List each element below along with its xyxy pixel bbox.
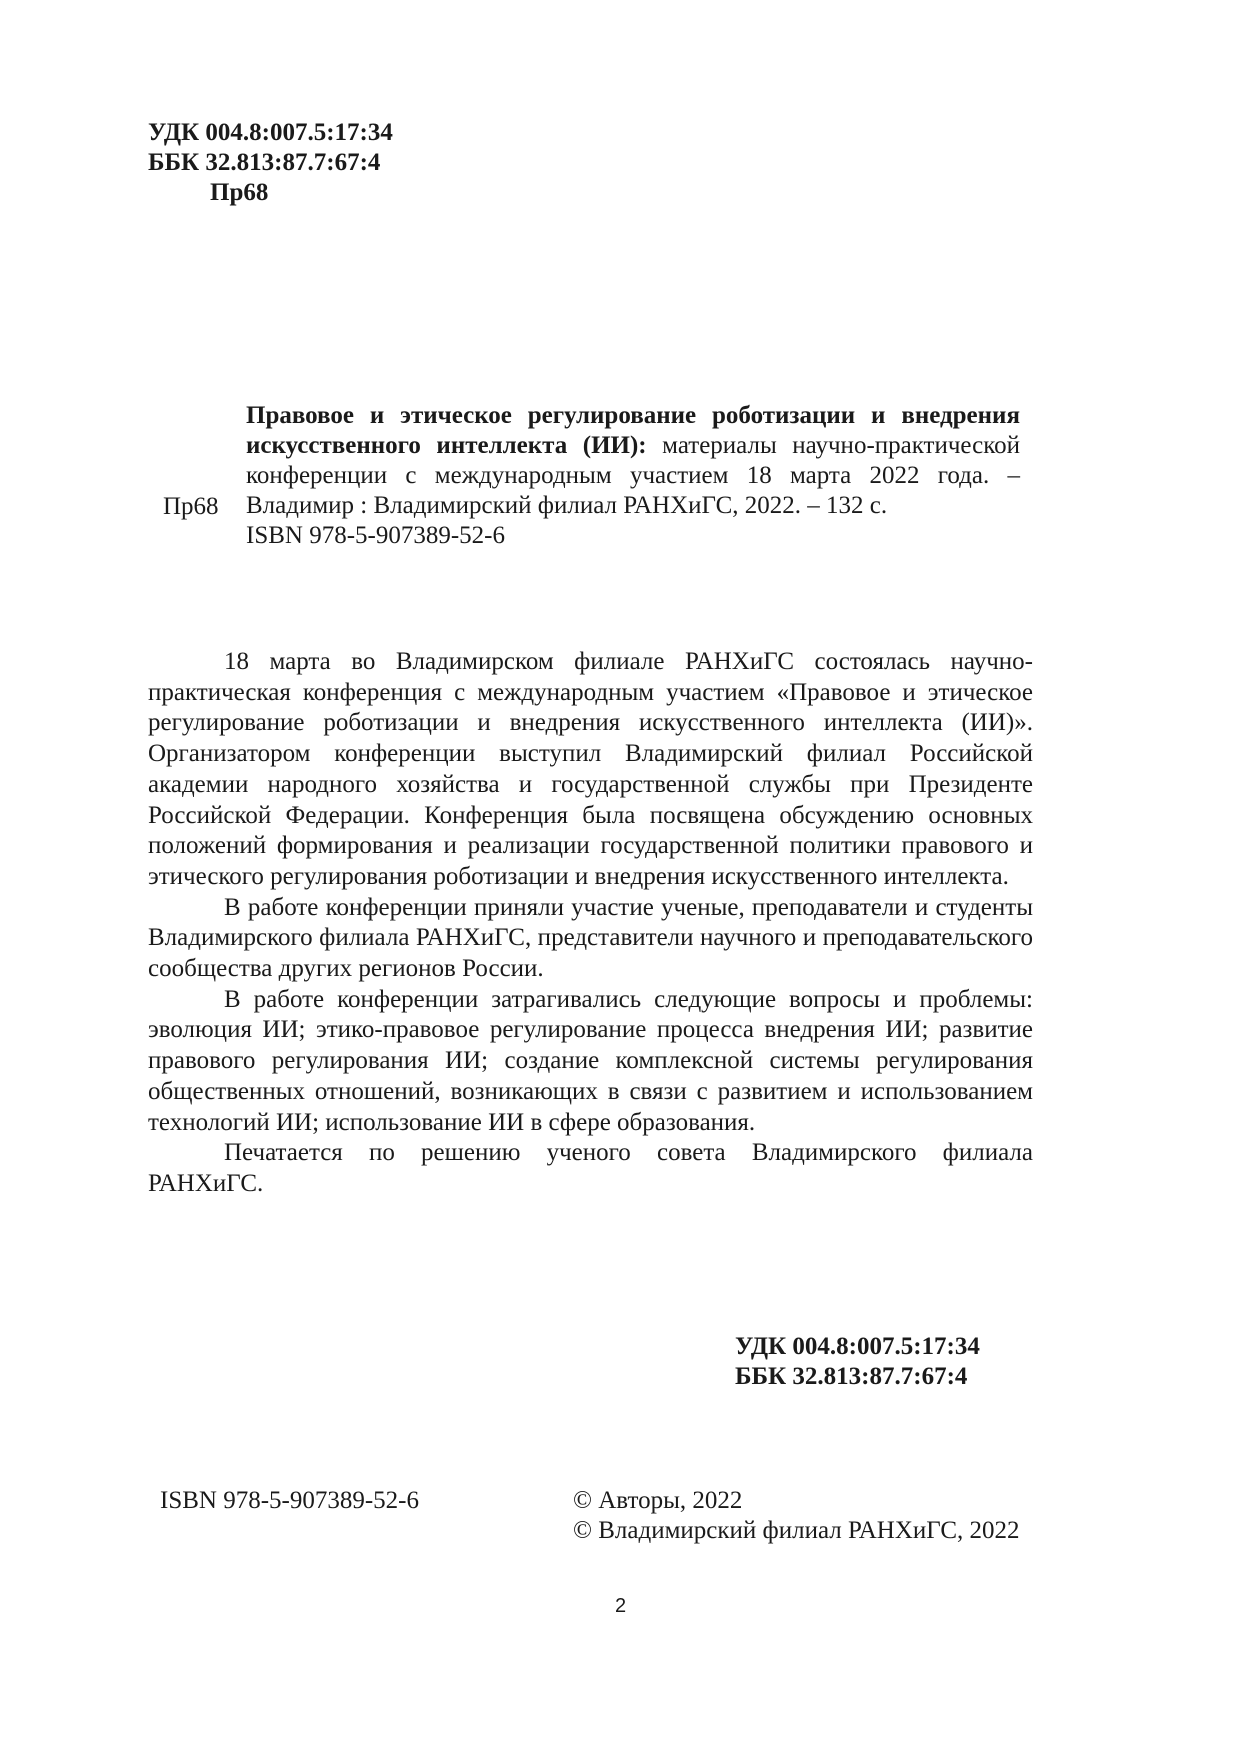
bbk-code: ББК 32.813:87.7:67:4 xyxy=(148,149,381,176)
abstract-paragraph: 18 марта во Владимирском филиале РАНХиГС состоялась научно-практическая конференция с международным участием «Правовое и этическое регулирование роботизации и внедрения искусственного интеллекта (ИИ)». Организатором конференции выступил Владимирский филиал Российской академии народного хозяйства и государственной службы при Президенте Российской Федерации. Конференция была посвящена обсуждению основных положений формирования и реализации государственной политики правового и этического регулирования роботизации и внедрения искусственного интеллекта. xyxy=(148,648,1033,890)
udk-code: УДК 004.8:007.5:17:34 xyxy=(735,1333,980,1360)
udk-code: УДК 004.8:007.5:17:34 xyxy=(148,119,393,146)
author-mark: Пр68 xyxy=(210,179,269,206)
footer-isbn: ISBN 978-5-907389-52-6 xyxy=(160,1487,420,1514)
page-number: 2 xyxy=(614,1595,627,1617)
copyright-publisher: © Владимирский филиал РАНХиГС, 2022 xyxy=(573,1517,1020,1544)
bbk-code: ББК 32.813:87.7:67:4 xyxy=(735,1363,968,1390)
biblio-author-mark: Пр68 xyxy=(163,493,219,520)
book-details: материалы научно-практической конференции с международным участием 18 марта 2022 года. – Владимир : Владимирский филиал РАНХиГС, 2022. – 132 с. xyxy=(246,432,1021,519)
copyright-block xyxy=(573,1486,1020,1546)
abstract-paragraph: В работе конференции затрагивались следующие вопросы и проблемы: эволюция ИИ; этико-правовое регулирование процесса внедрения ИИ; развитие правового регулирования ИИ; создание комплексной системы регулирования общественных отношений, возникающих в связи с развитием и использованием технологий ИИ; использование ИИ в сфере образования. xyxy=(148,985,1033,1136)
book-title: Правовое и этическое регулирование роботизации и внедрения искусственного интеллекта (ИИ): xyxy=(246,402,1020,459)
top-classification-codes xyxy=(148,118,393,208)
bottom-classification-codes xyxy=(735,1332,980,1392)
biblio-description xyxy=(246,401,1020,521)
abstract-paragraph: В работе конференции приняли участие ученые, преподаватели и студенты Владимирского филиала РАНХиГС, представители научного и преподавательского сообщества других регионов России. xyxy=(148,893,1033,983)
biblio-isbn: ISBN 978-5-907389-52-6 xyxy=(246,522,506,549)
copyright-authors: © Авторы, 2022 xyxy=(573,1487,743,1514)
abstract-paragraph: Печатается по решению ученого совета Владимирского филиала РАНХиГС. xyxy=(148,1139,1033,1197)
abstract xyxy=(148,647,1033,1200)
bibliographic-record xyxy=(246,401,1020,551)
